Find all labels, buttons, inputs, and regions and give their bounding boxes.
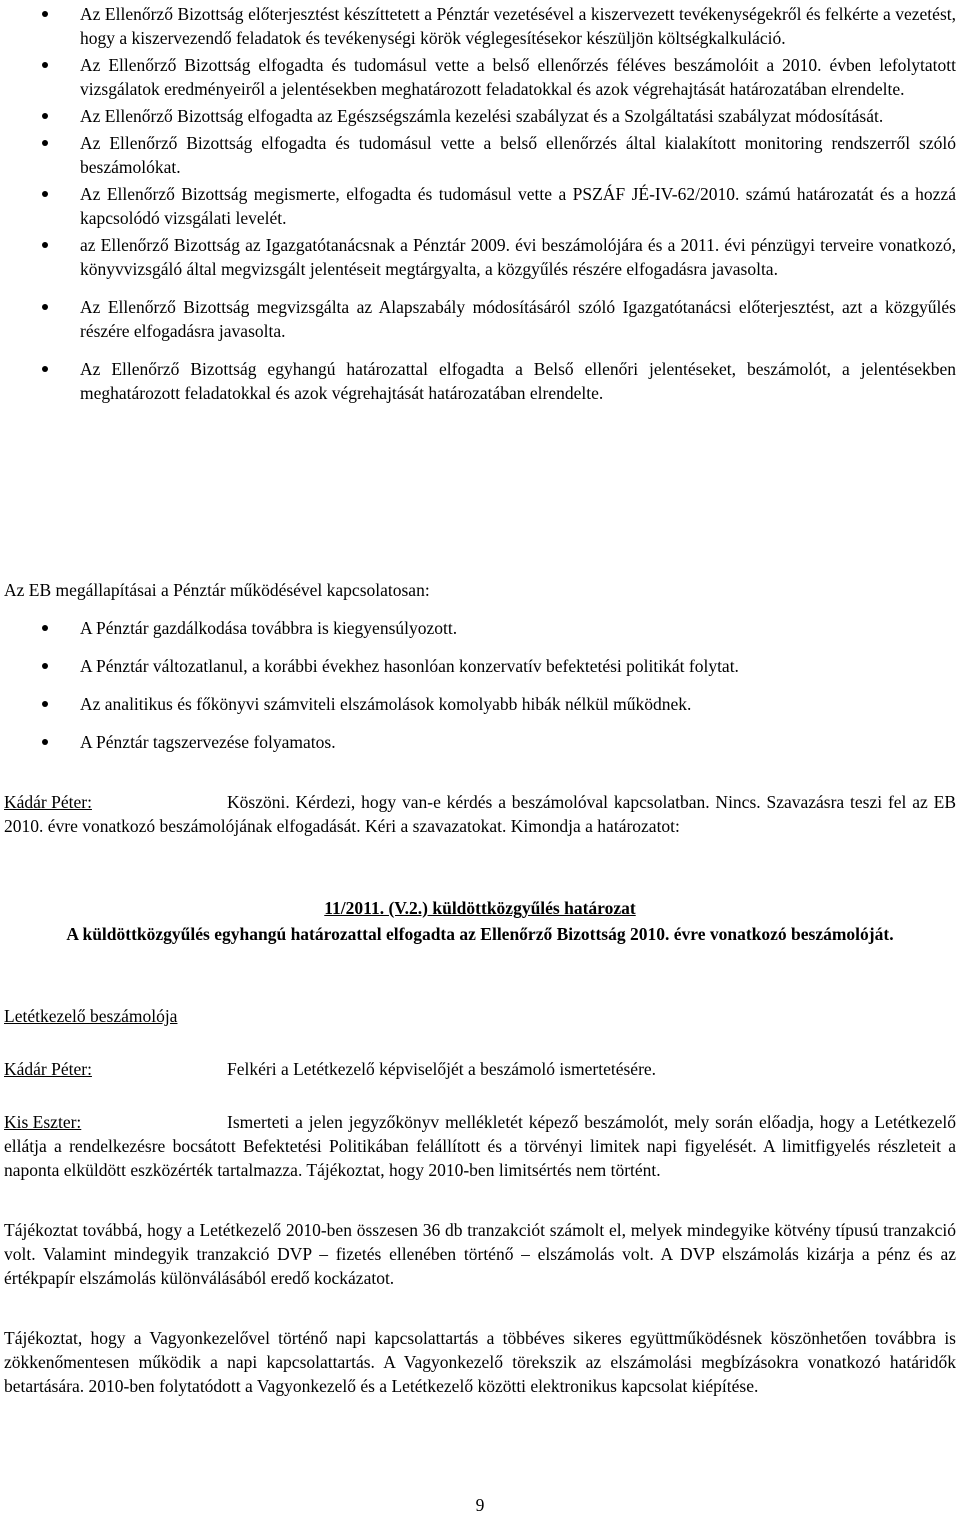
speech-text: Ismerteti a jelen jegyzőkönyv mellékletét képező beszámolót, mely során előadja, hogy a Letétkezelő ellátja a rendelkezésre bocsátott Befektetési Politikában felállított és a törvényi limitek napi figyelését. A limitfigyelés részleteit a naponta elküldött eszközérték tartalmazza. Tájékoztat, hogy 2010-ben limitsértés nem történt. <box>4 1112 956 1180</box>
speech-text: Köszöni. Kérdezi, hogy van-e kérdés a beszámolóval kapcsolatban. Nincs. Szavazásra teszi fel az EB 2010. évre vonatkozó beszámolójának elfogadását. Kéri a szavazatokat. Kimondja a határozatot: <box>4 792 956 836</box>
speech-kis-eszter <box>4 1110 956 1182</box>
speech-kadar-1 <box>4 790 956 838</box>
list-item: Az Ellenőrző Bizottság elfogadta és tudomásul vette a belső ellenőrzés féléves beszámolóit a 2010. évben lefolytatott vizsgálatok eredményeiről a jelentésekben meghatározott feladatokkal és azok végrehajtását határozatában elrendelte. <box>0 53 956 101</box>
list-item: A Pénztár változatlanul, a korábbi évekhez hasonlóan konzervatív befektetési politikát folytat. <box>0 654 956 678</box>
list-item: Az Ellenőrző Bizottság elfogadta az Egészségszámla kezelési szabályzat és a Szolgáltatási szabályzat módosítását. <box>0 104 956 128</box>
list-item: Az Ellenőrző Bizottság előterjesztést készíttetett a Pénztár vezetésével a kiszervezett tevékenységekről és felkérte a vezetést, hogy a kiszervezendő feladatok és tevékenységi körök véglegesítésekor készüljön költségkalkuláció. <box>0 2 956 50</box>
section-title: Letétkezelő beszámolója <box>4 1006 178 1026</box>
speaker-name: Kádár Péter: <box>4 1059 92 1079</box>
list-item: Az Ellenőrző Bizottság megvizsgálta az Alapszabály módosításáról szóló Igazgatótanácsi előterjesztést, azt a közgyűlés részére elfogadásra javasolta. <box>0 295 956 343</box>
list-item: A Pénztár tagszervezése folyamatos. <box>0 730 956 754</box>
list-item: A Pénztár gazdálkodása továbbra is kiegyensúlyozott. <box>0 616 956 640</box>
list-item: Az Ellenőrző Bizottság megismerte, elfogadta és tudomásul vette a PSZÁF JÉ-IV-62/2010. számú határozatát és a hozzá kapcsolódó vizsgálati levelét. <box>0 182 956 230</box>
speaker-name: Kis Eszter: <box>4 1112 82 1132</box>
findings-intro: Az EB megállapításai a Pénztár működésével kapcsolatosan: <box>4 580 430 600</box>
findings-list <box>0 616 956 768</box>
page-number: 9 <box>475 1495 485 1515</box>
list-item: Az Ellenőrző Bizottság egyhangú határozattal elfogadta a Belső ellenőri jelentéseket, beszámolót, a jelentésekben meghatározott feladatokkal és azok végrehajtását határozatában elrendelte. <box>0 357 956 405</box>
list-item: Az Ellenőrző Bizottság elfogadta és tudomásul vette a belső ellenőrzés által kialakított monitoring rendszerről szóló beszámolókat. <box>0 131 956 179</box>
speech-kadar-2 <box>4 1057 956 1081</box>
speech-text: Felkéri a Letétkezelő képviselőjét a beszámoló ismertetésére. <box>227 1059 657 1079</box>
speaker-name: Kádár Péter: <box>4 792 92 812</box>
list-item: az Ellenőrző Bizottság az Igazgatótanácsnak a Pénztár 2009. évi beszámolójára és a 2011. évi pénzügyi terveire vonatkozó, könyvvizsgáló által megvizsgált jelentéseit megtárgyalta, a közgyűlés részére elfogadásra javasolta. <box>0 233 956 281</box>
paragraph: Tájékoztat továbbá, hogy a Letétkezelő 2010-ben összesen 36 db tranzakciót számolt el, melyek mindegyike kötvény típusú tranzakció volt. Valamint mindegyik tranzakció DVP – fizetés ellenében történő – elszámolás volt. A DVP elszámolás kizárja a pénz és az értékpapír elszámolás különválásából eredő kockázatot. <box>4 1220 956 1288</box>
paragraph: Tájékoztat, hogy a Vagyonkezelővel történő napi kapcsolattartás a többéves sikeres együttműködésnek köszönhetően továbbra is zökkenőmentesen működik a napi kapcsolattartás. A Vagyonkezelő törekszik az elszámolási megbízásokra vonatkozó határidők betartására. 2010-ben folytatódott a Vagyonkezelő és a Letétkezelő közötti elektronikus kapcsolat kiépítése. <box>4 1328 956 1396</box>
resolution-text: A küldöttközgyűlés egyhangú határozattal elfogadta az Ellenőrző Bizottság 2010. évre vonatkozó beszámolóját. <box>66 924 894 944</box>
list-item: Az analitikus és főkönyvi számviteli elszámolások komolyabb hibák nélkül működnek. <box>0 692 956 716</box>
eb-activities-list <box>0 2 956 408</box>
resolution-number: 11/2011. (V.2.) küldöttközgyűlés határozat <box>324 898 636 918</box>
